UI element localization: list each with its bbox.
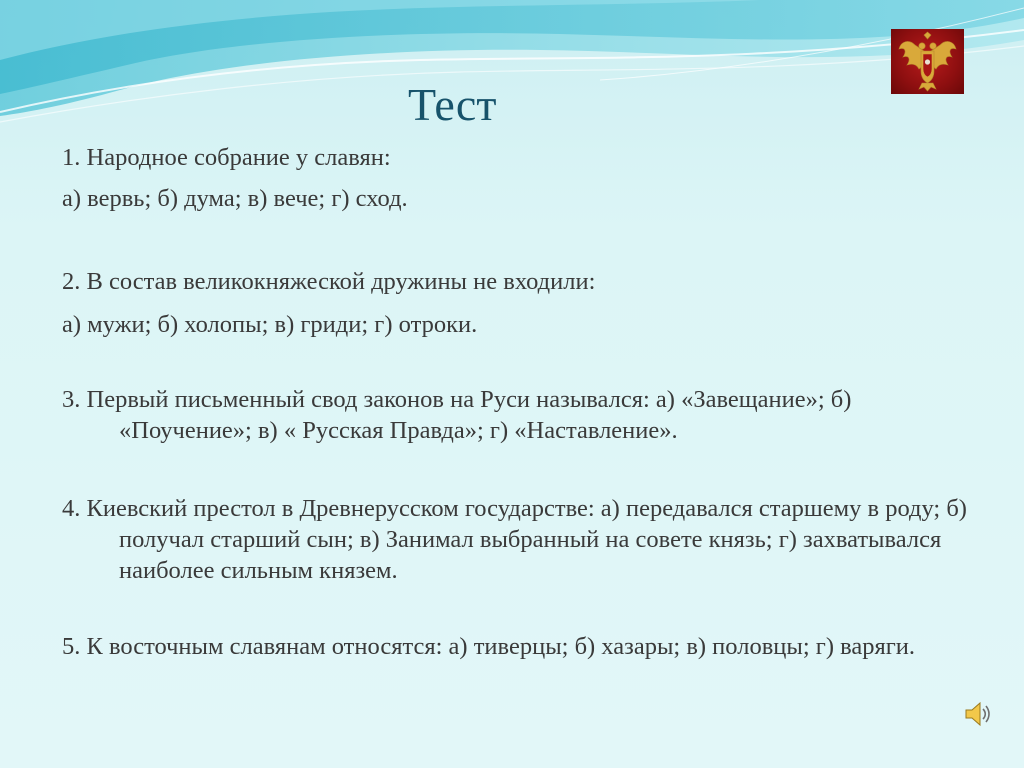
question-4: 4. Киевский престол в Древнерусском государстве: а) передавался старшему в роду; б) получал старший сын; в) Занимал выбранный на совете князь; г) захватывался наиболее сильным князем. — [62, 495, 967, 584]
answers-1: а) вервь; б) дума; в) вече; г) сход. — [62, 185, 408, 212]
question-3: 3. Первый письменный свод законов на Руси назывался: а) «Завещание»; б) «Поучение»; в) « Русская Правда»; г) «Наставление». — [62, 386, 852, 444]
coat-of-arms-icon — [891, 29, 964, 94]
question-5: 5. К восточным славянам относятся: а) тиверцы; б) хазары; в) половцы; г) варяги. — [62, 633, 916, 660]
question-2: 2. В состав великокняжеской дружины не входили: — [62, 268, 596, 295]
question-1: 1. Народное собрание у славян: — [62, 144, 391, 171]
test-content — [62, 140, 982, 662]
sound-icon[interactable] — [963, 700, 993, 728]
slide-title: Тест — [408, 79, 497, 130]
answers-2: а) мужи; б) холопы; в) гриди; г) отроки. — [62, 311, 478, 338]
decorative-wave — [0, 0, 1024, 140]
